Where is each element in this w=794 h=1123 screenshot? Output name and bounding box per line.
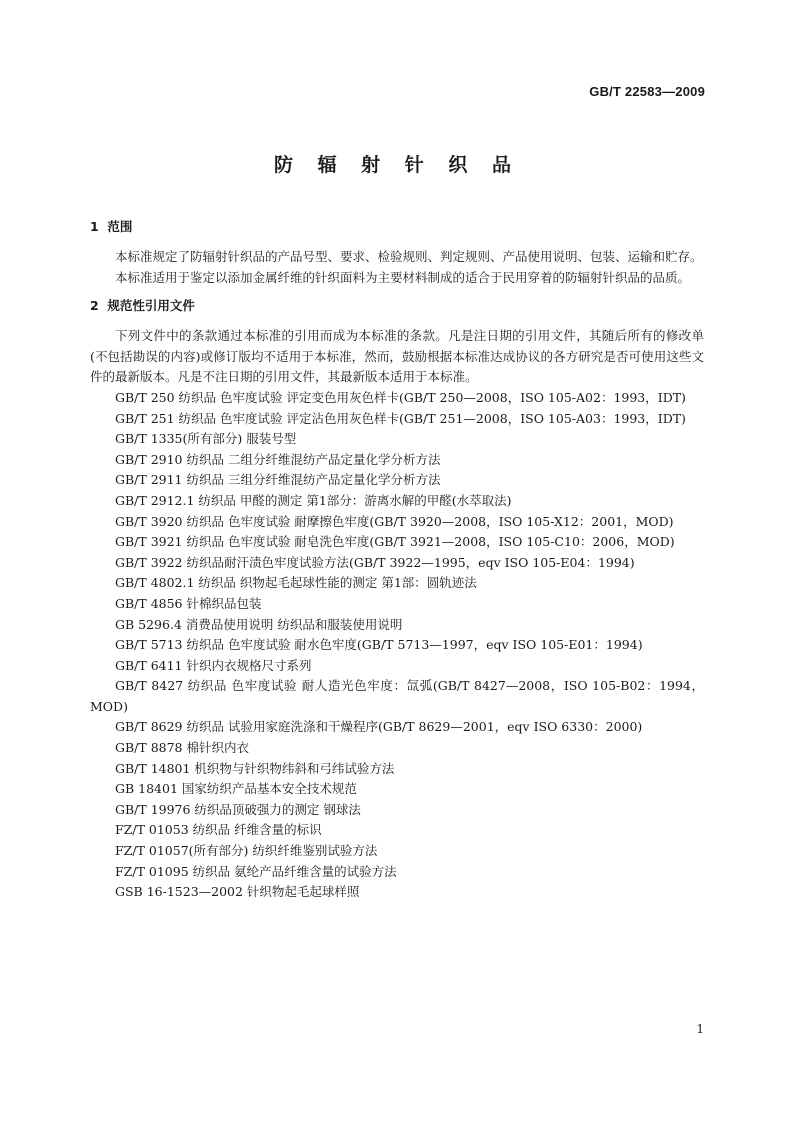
reference-item: GB/T 8427 纺织品 色牢度试验 耐人造光色牢度：氙弧(GB/T 8427—2008，ISO 105-B02：1994，MOD) — [90, 678, 704, 714]
reference-item: FZ/T 01095 纺织品 氨纶产品纤维含量的试验方法 — [115, 863, 397, 879]
reference-item: FZ/T 01053 纺织品 纤维含量的标识 — [115, 822, 322, 838]
reference-item: GB/T 3920 纺织品 色牢度试验 耐摩擦色牢度(GB/T 3920—2008，ISO 105-X12：2001，MOD) — [115, 513, 674, 529]
reference-item: GB/T 1335(所有部分) 服装号型 — [115, 431, 297, 447]
section-2-intro: 下列文件中的条款通过本标准的引用而成为本标准的条款。凡是注日期的引用文件，其随后所有的修改单(不包括勘误的内容)或修订版均不适用于本标准，然而，鼓励根据本标准达成协议的各方研究是否可使用这些文件的最新版本。凡是不注日期的引用文件，其最新版本适用于本标准。 — [90, 328, 704, 385]
reference-item: GB/T 2910 纺织品 二组分纤维混纺产品定量化学分析方法 — [115, 451, 441, 467]
reference-item: GB/T 2912.1 纺织品 甲醛的测定 第1部分：游离水解的甲醛(水萃取法) — [115, 492, 512, 508]
reference-item: GB/T 3921 纺织品 色牢度试验 耐皂洗色牢度(GB/T 3921—2008，ISO 105-C10：2006，MOD) — [115, 534, 675, 550]
reference-item: GB/T 3922 纺织品耐汗渍色牢度试验方法(GB/T 3922—1995，eqv ISO 105-E04：1994) — [115, 554, 635, 570]
reference-item: GB 18401 国家纺织产品基本安全技术规范 — [115, 781, 357, 797]
reference-item: GB/T 4802.1 纺织品 织物起毛起球性能的测定 第1部：圆轨迹法 — [115, 575, 477, 591]
reference-item: GB 5296.4 消费品使用说明 纺织品和服装使用说明 — [115, 616, 403, 632]
reference-item: GB/T 6411 针织内衣规格尺寸系列 — [115, 657, 312, 673]
reference-item: FZ/T 01057(所有部分) 纺织纤维鉴别试验方法 — [115, 843, 378, 859]
reference-list — [90, 388, 704, 903]
reference-item: GB/T 8878 棉针织内衣 — [115, 740, 249, 756]
reference-item: GB/T 5713 纺织品 色牢度试验 耐水色牢度(GB/T 5713—1997，eqv ISO 105-E01：1994) — [115, 637, 643, 653]
reference-item: GB/T 14801 机织物与针织物纬斜和弓纬试验方法 — [115, 760, 395, 776]
document-title: 防 辐 射 针 织 品 — [273, 154, 521, 176]
reference-item: GB/T 8629 纺织品 试验用家庭洗涤和干燥程序(GB/T 8629—2001，eqv ISO 6330：2000) — [115, 719, 643, 735]
reference-item: GB/T 4856 针棉织品包装 — [115, 595, 262, 611]
section-1-paragraph: 本标准规定了防辐射针织品的产品号型、要求、检验规则、判定规则、产品使用说明、包装、运输和贮存。 — [115, 249, 703, 264]
section-2-heading: 2 规范性引用文件 — [90, 298, 195, 314]
reference-item: GB/T 2911 纺织品 三组分纤维混纺产品定量化学分析方法 — [115, 472, 441, 488]
reference-item: GB/T 251 纺织品 色牢度试验 评定沾色用灰色样卡(GB/T 251—2008，ISO 105-A03：1993，IDT) — [115, 410, 686, 426]
standard-code: GB/T 22583—2009 — [589, 84, 705, 99]
section-1-heading: 1 范围 — [90, 219, 133, 234]
reference-item: GB/T 19976 纺织品顶破强力的测定 钢球法 — [115, 801, 361, 817]
reference-item: GSB 16-1523—2002 针织物起毛起球样照 — [115, 884, 360, 900]
reference-item: GB/T 250 纺织品 色牢度试验 评定变色用灰色样卡(GB/T 250—2008，ISO 105-A02：1993，IDT) — [115, 389, 686, 405]
section-1-paragraph: 本标准适用于鉴定以添加金属纤维的针织面料为主要材料制成的适合于民用穿着的防辐射针织品的品质。 — [115, 269, 691, 285]
document-body — [90, 217, 704, 903]
page-number: 1 — [696, 1022, 704, 1036]
